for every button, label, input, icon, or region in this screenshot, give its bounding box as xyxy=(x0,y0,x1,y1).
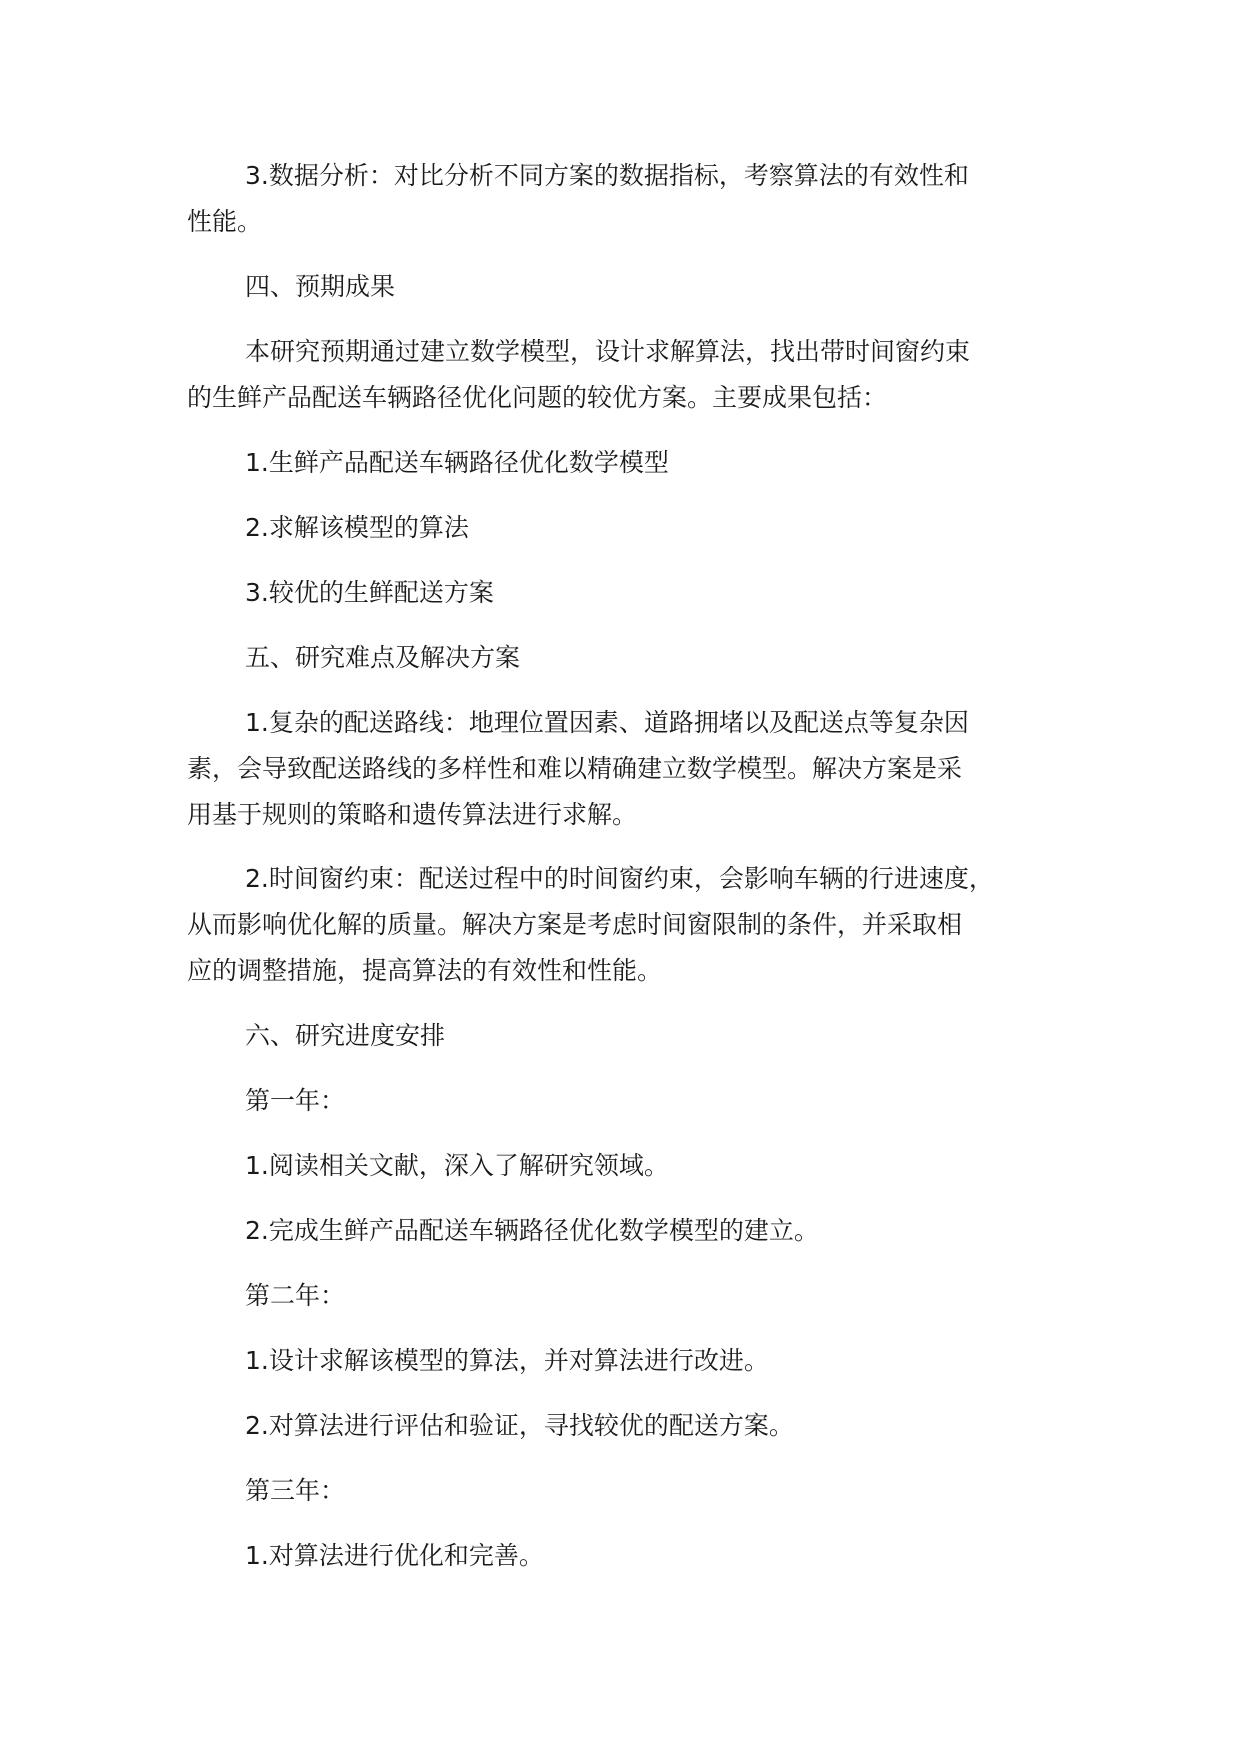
subheading: 第一年： xyxy=(245,1086,346,1115)
text-line: 应的调整措施，提高算法的有效性和性能。 xyxy=(187,956,663,985)
subheading: 第三年： xyxy=(245,1476,346,1505)
text-line: 3.数据分析：对比分析不同方案的数据指标，考察算法的有效性和 xyxy=(245,161,969,190)
list-item: 1.阅读相关文献，深入了解研究领域。 xyxy=(245,1151,669,1180)
text-line: 性能。 xyxy=(187,207,263,236)
section-heading: 六、研究进度安排 xyxy=(245,1021,446,1050)
text-line: 从而影响优化解的质量。解决方案是考虑时间窗限制的条件，并采取相 xyxy=(187,910,963,939)
list-item: 2.求解该模型的算法 xyxy=(245,513,469,542)
section-heading: 四、预期成果 xyxy=(245,272,396,301)
list-item: 1.对算法进行优化和完善。 xyxy=(245,1541,544,1570)
text-line: 素，会导致配送路线的多样性和难以精确建立数学模型。解决方案是采 xyxy=(187,754,963,783)
text-line: 1.复杂的配送路线：地理位置因素、道路拥堵以及配送点等复杂因 xyxy=(245,708,969,737)
text-line: 用基于规则的策略和遗传算法进行求解。 xyxy=(187,800,638,829)
section-heading: 五、研究难点及解决方案 xyxy=(245,643,521,672)
list-item: 2.对算法进行评估和验证，寻找较优的配送方案。 xyxy=(245,1411,794,1440)
list-item: 1.设计求解该模型的算法，并对算法进行改进。 xyxy=(245,1346,769,1375)
subheading: 第二年： xyxy=(245,1281,346,1310)
list-item: 1.生鲜产品配送车辆路径优化数学模型 xyxy=(245,448,669,477)
text-line: 本研究预期通过建立数学模型，设计求解算法，找出带时间窗约束 xyxy=(245,337,971,366)
list-item: 3.较优的生鲜配送方案 xyxy=(245,578,494,607)
text-line: 的生鲜产品配送车辆路径优化问题的较优方案。主要成果包括： xyxy=(187,383,888,412)
list-item: 2.完成生鲜产品配送车辆路径优化数学模型的建立。 xyxy=(245,1216,819,1245)
text-line: 2.时间窗约束：配送过程中的时间窗约束，会影响车辆的行进速度， xyxy=(245,864,994,893)
